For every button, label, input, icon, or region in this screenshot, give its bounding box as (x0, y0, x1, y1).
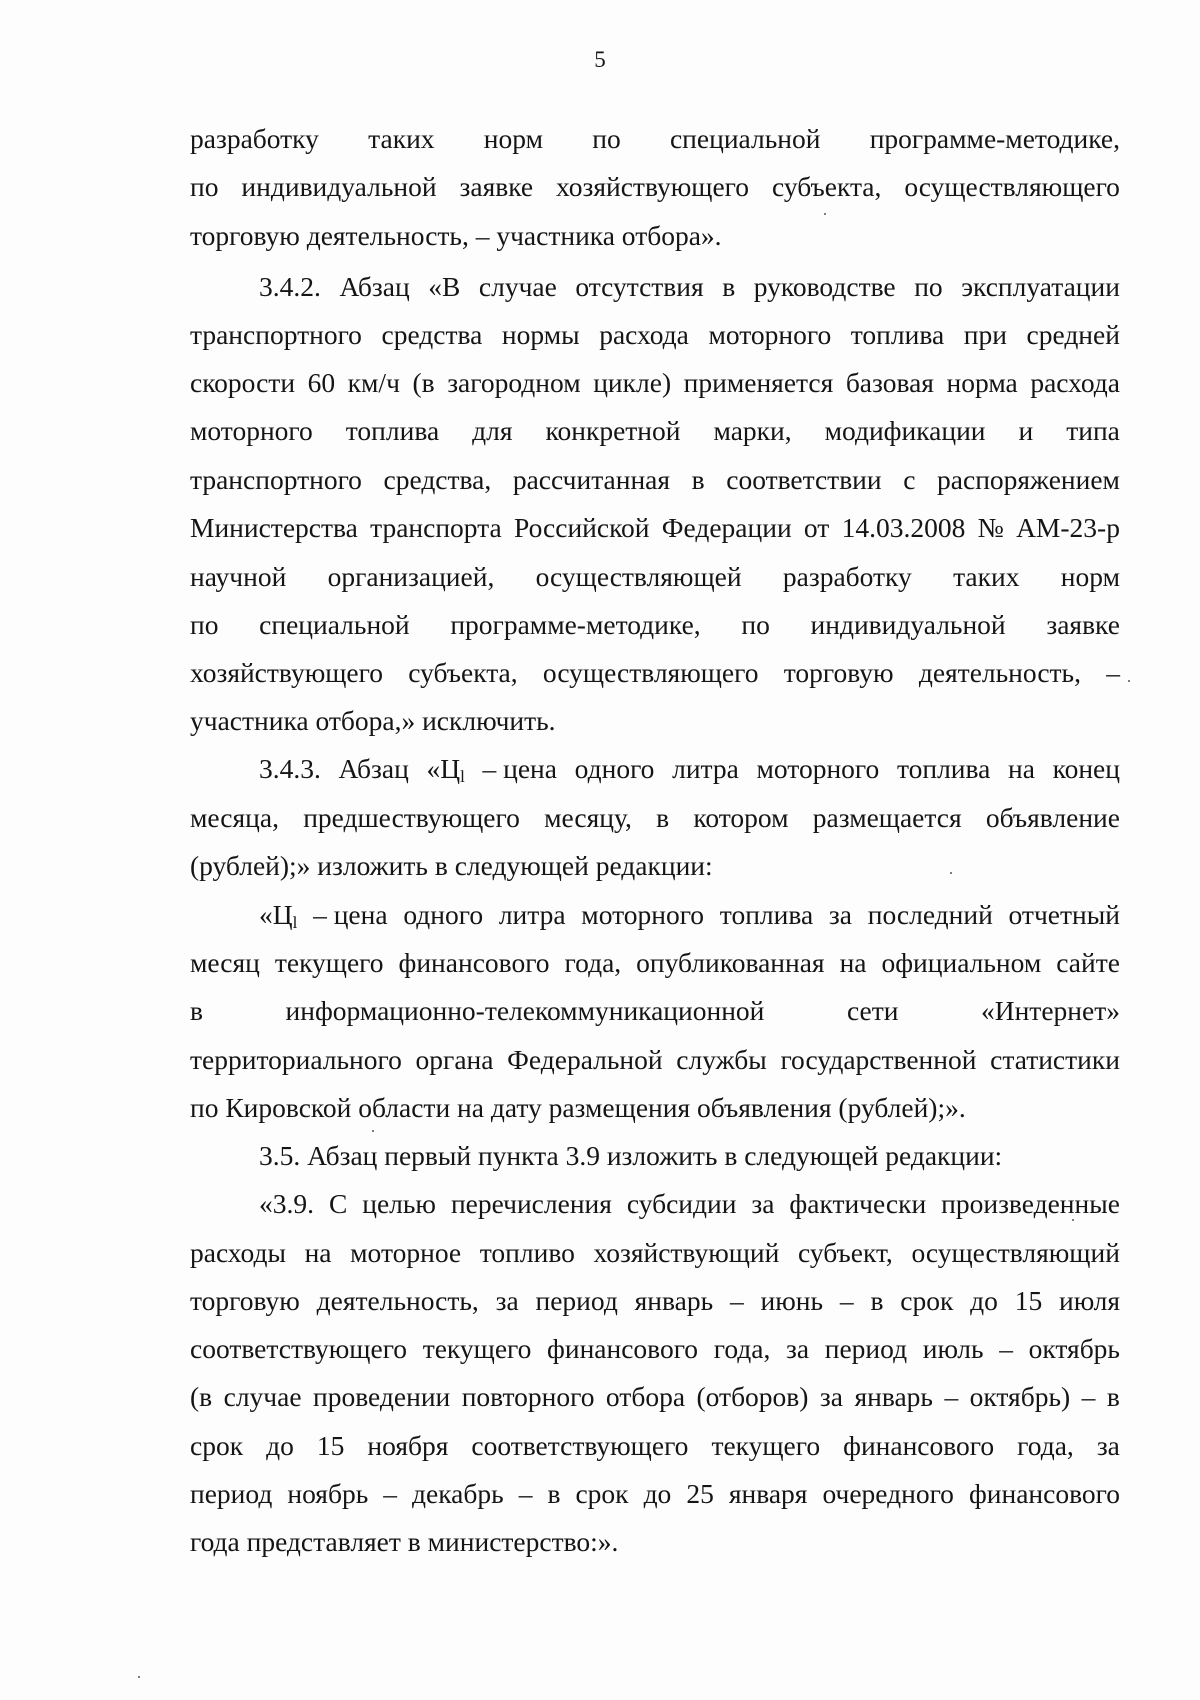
word: распоряжением (937, 464, 1120, 495)
word: «3.9. (259, 1188, 314, 1219)
word: типа (1066, 415, 1120, 446)
word: средней (1026, 319, 1120, 350)
word: 3.4.2. (259, 271, 321, 302)
word: – (999, 1333, 1013, 1364)
word: период (824, 1333, 908, 1364)
word: Российской (514, 512, 650, 543)
word: одного (403, 899, 484, 930)
word: топливо (479, 1237, 575, 1268)
word: «$Ц_l$ (426, 753, 465, 786)
word: хозяйствующего (556, 171, 750, 202)
word: средства, (383, 464, 492, 495)
text-line (190, 1232, 1120, 1274)
word: применяется (683, 367, 834, 398)
word: осуществляющей (535, 561, 742, 592)
word: отсутствия (575, 271, 704, 302)
word: текущего (422, 1333, 532, 1364)
word: модификации (824, 415, 986, 446)
word: субсидии (626, 1188, 737, 1219)
scan-speck (950, 872, 952, 874)
word: перечисления (450, 1188, 612, 1219)
text-line: года представляет в министерство:». (190, 1526, 619, 1557)
word: С (328, 1188, 348, 1219)
word: в (547, 1478, 561, 1509)
word: – (383, 1478, 398, 1509)
word: (в (412, 367, 435, 398)
word: очередного (822, 1478, 954, 1509)
word: хозяйствующий (593, 1237, 780, 1268)
scan-speck (1128, 680, 1130, 682)
word: службы (676, 1044, 767, 1075)
word: июль (922, 1333, 984, 1364)
word: (в (190, 1381, 213, 1412)
word: осуществляющего (904, 171, 1120, 202)
word: январь (634, 1285, 714, 1316)
subscript: l (292, 912, 298, 932)
word: за (828, 899, 852, 930)
word: органа (415, 1044, 494, 1075)
word: целью (362, 1188, 436, 1219)
word: – (518, 1478, 533, 1509)
word: транспорта (370, 512, 502, 543)
text-line: торговую деятельность, – участника отбора». (190, 220, 722, 251)
word: за (751, 1188, 775, 1219)
word: в (1106, 1381, 1120, 1412)
word: года, (564, 947, 622, 978)
word: отчетный (1008, 899, 1120, 930)
word: разработку (190, 123, 319, 154)
word: территориального (190, 1044, 402, 1075)
word: в (656, 802, 670, 833)
word: литра (672, 753, 739, 784)
word: расхода (1030, 367, 1120, 398)
text-line (190, 1280, 1120, 1322)
word: – (839, 1285, 854, 1316)
text-line (190, 652, 1120, 694)
word: январь (854, 1381, 933, 1412)
word: норм (1060, 561, 1120, 592)
word: заявке (459, 171, 534, 202)
word: на (1008, 753, 1035, 784)
word: скорости (190, 367, 296, 398)
text-line: 3.5. Абзац первый пункта 3.9 изложить в следующей редакции: (259, 1140, 1003, 1171)
word: финансового (968, 1478, 1120, 1509)
word: января (728, 1478, 808, 1509)
text-line (190, 410, 1120, 452)
word: опубликованная (636, 947, 825, 978)
word: конкретной (545, 415, 681, 446)
word: – (729, 1285, 744, 1316)
word: по (741, 609, 770, 640)
word: программе-методике, (450, 609, 701, 640)
word: проведении (313, 1381, 451, 1412)
word: за (819, 1381, 843, 1412)
word: месяц (190, 947, 260, 978)
word: в (870, 1285, 884, 1316)
word: по (190, 609, 219, 640)
word: соответствии (726, 464, 882, 495)
text-line (190, 942, 1120, 984)
word: 25 (686, 1478, 714, 1509)
word: хозяйствующего (190, 657, 383, 688)
word: «Интернет» (980, 995, 1120, 1026)
word: случае (478, 271, 557, 302)
word: при (963, 319, 1007, 350)
word: за (495, 1285, 519, 1316)
text-line (259, 748, 1120, 790)
word: за (786, 1333, 810, 1364)
word: транспортного (190, 319, 362, 350)
word: 3.4.3. (259, 753, 321, 784)
word: соответствующего (471, 1430, 689, 1461)
word: нормы (501, 319, 580, 350)
word: на (839, 947, 867, 978)
word: финансового (398, 947, 550, 978)
word: по (592, 123, 621, 154)
word: последний (867, 899, 993, 930)
word: до (266, 1430, 294, 1461)
word: соответствующего (190, 1333, 408, 1364)
word: (отборов) (696, 1381, 809, 1412)
word: октябрь) (969, 1381, 1071, 1412)
word: года, (1017, 1430, 1074, 1461)
word: в (190, 995, 203, 1026)
word: по (914, 271, 943, 302)
word: финансового (843, 1430, 995, 1461)
text-line (190, 118, 1120, 160)
word: субъекта, (771, 171, 882, 202)
word: расходы (190, 1237, 286, 1268)
page-number: 5 (594, 47, 606, 72)
word: Абзац (338, 753, 409, 784)
word: топлива (896, 753, 991, 784)
word: топлива (345, 415, 440, 446)
word: июнь (760, 1285, 824, 1316)
word: рассчитанная (512, 464, 671, 495)
word: произведенные (941, 1188, 1120, 1219)
text-line (190, 1425, 1120, 1467)
word: размещается (812, 802, 962, 833)
word: 15 (1014, 1285, 1043, 1316)
text-line: по Кировской области на дату размещения объявления (рублей);». (190, 1092, 966, 1123)
word: руководстве (753, 271, 896, 302)
word: Министерства (190, 512, 358, 543)
word: одного (574, 753, 655, 784)
word: научной (190, 561, 287, 592)
text-line (190, 1328, 1120, 1370)
word: информационно-телекоммуникационной (285, 995, 765, 1026)
word: 14.03.2008 (841, 512, 966, 543)
word: для (472, 415, 513, 446)
word: торговую (190, 1285, 300, 1316)
word: разработку (782, 561, 912, 592)
scan-speck (372, 1130, 374, 1132)
word: загородном (447, 367, 581, 398)
word: случае (223, 1381, 302, 1412)
word: Абзац (339, 271, 410, 302)
word: до (643, 1478, 672, 1509)
word: период (535, 1285, 618, 1316)
word: 60 (307, 367, 336, 398)
word: срок (900, 1285, 954, 1316)
word: конец (1052, 753, 1120, 784)
word: литра (498, 899, 566, 930)
word: предшествующего (303, 802, 520, 833)
text-line (190, 797, 1120, 839)
word: торговую (783, 657, 894, 688)
word: отбора (605, 1381, 686, 1412)
word: на (304, 1237, 332, 1268)
text-line (190, 556, 1120, 598)
text-line (259, 894, 1120, 936)
word: заявке (1046, 609, 1120, 640)
word: моторного (708, 319, 832, 350)
word: ноября (367, 1430, 449, 1461)
word: государственной (780, 1044, 977, 1075)
word: за (1096, 1430, 1120, 1461)
word: индивидуальной (810, 609, 1006, 640)
word: осуществляющего (542, 657, 759, 688)
word: субъект, (798, 1237, 893, 1268)
text-line (190, 507, 1120, 549)
word: фактически (789, 1188, 927, 1219)
word: – (944, 1381, 959, 1412)
text-line (190, 1039, 1120, 1081)
word: специальной (669, 123, 821, 154)
word: срок (575, 1478, 629, 1509)
text-line (259, 266, 1120, 308)
word: декабрь (412, 1478, 504, 1509)
word: марки, (713, 415, 792, 446)
word: текущего (711, 1430, 821, 1461)
subscript: l (460, 766, 465, 786)
word: деятельность, (918, 657, 1081, 688)
word: 15 (316, 1430, 345, 1461)
word: № (977, 512, 1004, 543)
word: моторного (756, 753, 880, 784)
text-line (190, 1473, 1120, 1515)
word: по (190, 171, 219, 202)
text-line (190, 314, 1120, 356)
word: норма (946, 367, 1018, 398)
word: топлива (719, 899, 814, 930)
word: – (1081, 1381, 1096, 1412)
word: моторное (350, 1237, 462, 1268)
word: «В (428, 271, 461, 302)
word: моторного (581, 899, 705, 930)
word: км/ч (347, 367, 400, 398)
word: специальной (259, 609, 410, 640)
word: статистики (990, 1044, 1120, 1075)
word: таких (953, 561, 1020, 592)
word: норм (483, 123, 543, 154)
word: транспортного (190, 464, 362, 495)
word: и (1018, 415, 1034, 446)
word: базовая (845, 367, 934, 398)
word: объявление (985, 802, 1120, 833)
word: субъекта, (408, 657, 518, 688)
word: текущего (274, 947, 384, 978)
word: июля (1059, 1285, 1120, 1316)
word: в (691, 464, 705, 495)
word: цикле) (593, 367, 672, 398)
word: индивидуальной (241, 171, 437, 202)
scan-speck (1072, 1219, 1074, 1221)
word: моторного (190, 415, 313, 446)
word: – цена (482, 753, 557, 784)
word: года, (713, 1333, 771, 1364)
word: сайте (1056, 947, 1120, 978)
word: АМ-23-р (1016, 512, 1120, 543)
text-line (259, 1183, 1120, 1225)
word: организацией, (327, 561, 495, 592)
word: осуществляющий (911, 1237, 1120, 1268)
word: официальном (881, 947, 1042, 978)
word: – цена (313, 899, 388, 930)
text-line (190, 166, 1120, 208)
word: месяца, (190, 802, 279, 833)
word: Федеральной (507, 1044, 663, 1075)
word: повторного (461, 1381, 595, 1412)
word: срок (190, 1430, 244, 1461)
word: «$Ц_l$ (259, 899, 298, 932)
word: с (903, 464, 916, 495)
word: финансового (547, 1333, 699, 1364)
word: – (1106, 657, 1120, 688)
word: сети (846, 995, 899, 1026)
text-line (190, 990, 1120, 1032)
word: месяцу, (544, 802, 632, 833)
scan-speck (824, 213, 826, 215)
text-line: (рублей);» изложить в следующей редакции: (190, 850, 713, 881)
word: таких (368, 123, 435, 154)
word: ноябрь (287, 1478, 369, 1509)
scan-speck (138, 1676, 140, 1678)
text-line (190, 1376, 1120, 1418)
word: программе-методике, (869, 123, 1120, 154)
word: период (190, 1478, 273, 1509)
text-line (190, 604, 1120, 646)
word: эксплуатации (961, 271, 1120, 302)
word: в (722, 271, 736, 302)
word: Федерации (661, 512, 792, 543)
word: средства (381, 319, 483, 350)
word: до (970, 1285, 998, 1316)
word: октябрь (1028, 1333, 1120, 1364)
text-line (190, 362, 1120, 404)
word: расхода (599, 319, 689, 350)
word: топлива (850, 319, 945, 350)
word: котором (693, 802, 789, 833)
word: от (803, 512, 830, 543)
text-line: участника отбора,» исключить. (190, 705, 556, 736)
text-line (190, 459, 1120, 501)
word: деятельность, (316, 1285, 479, 1316)
